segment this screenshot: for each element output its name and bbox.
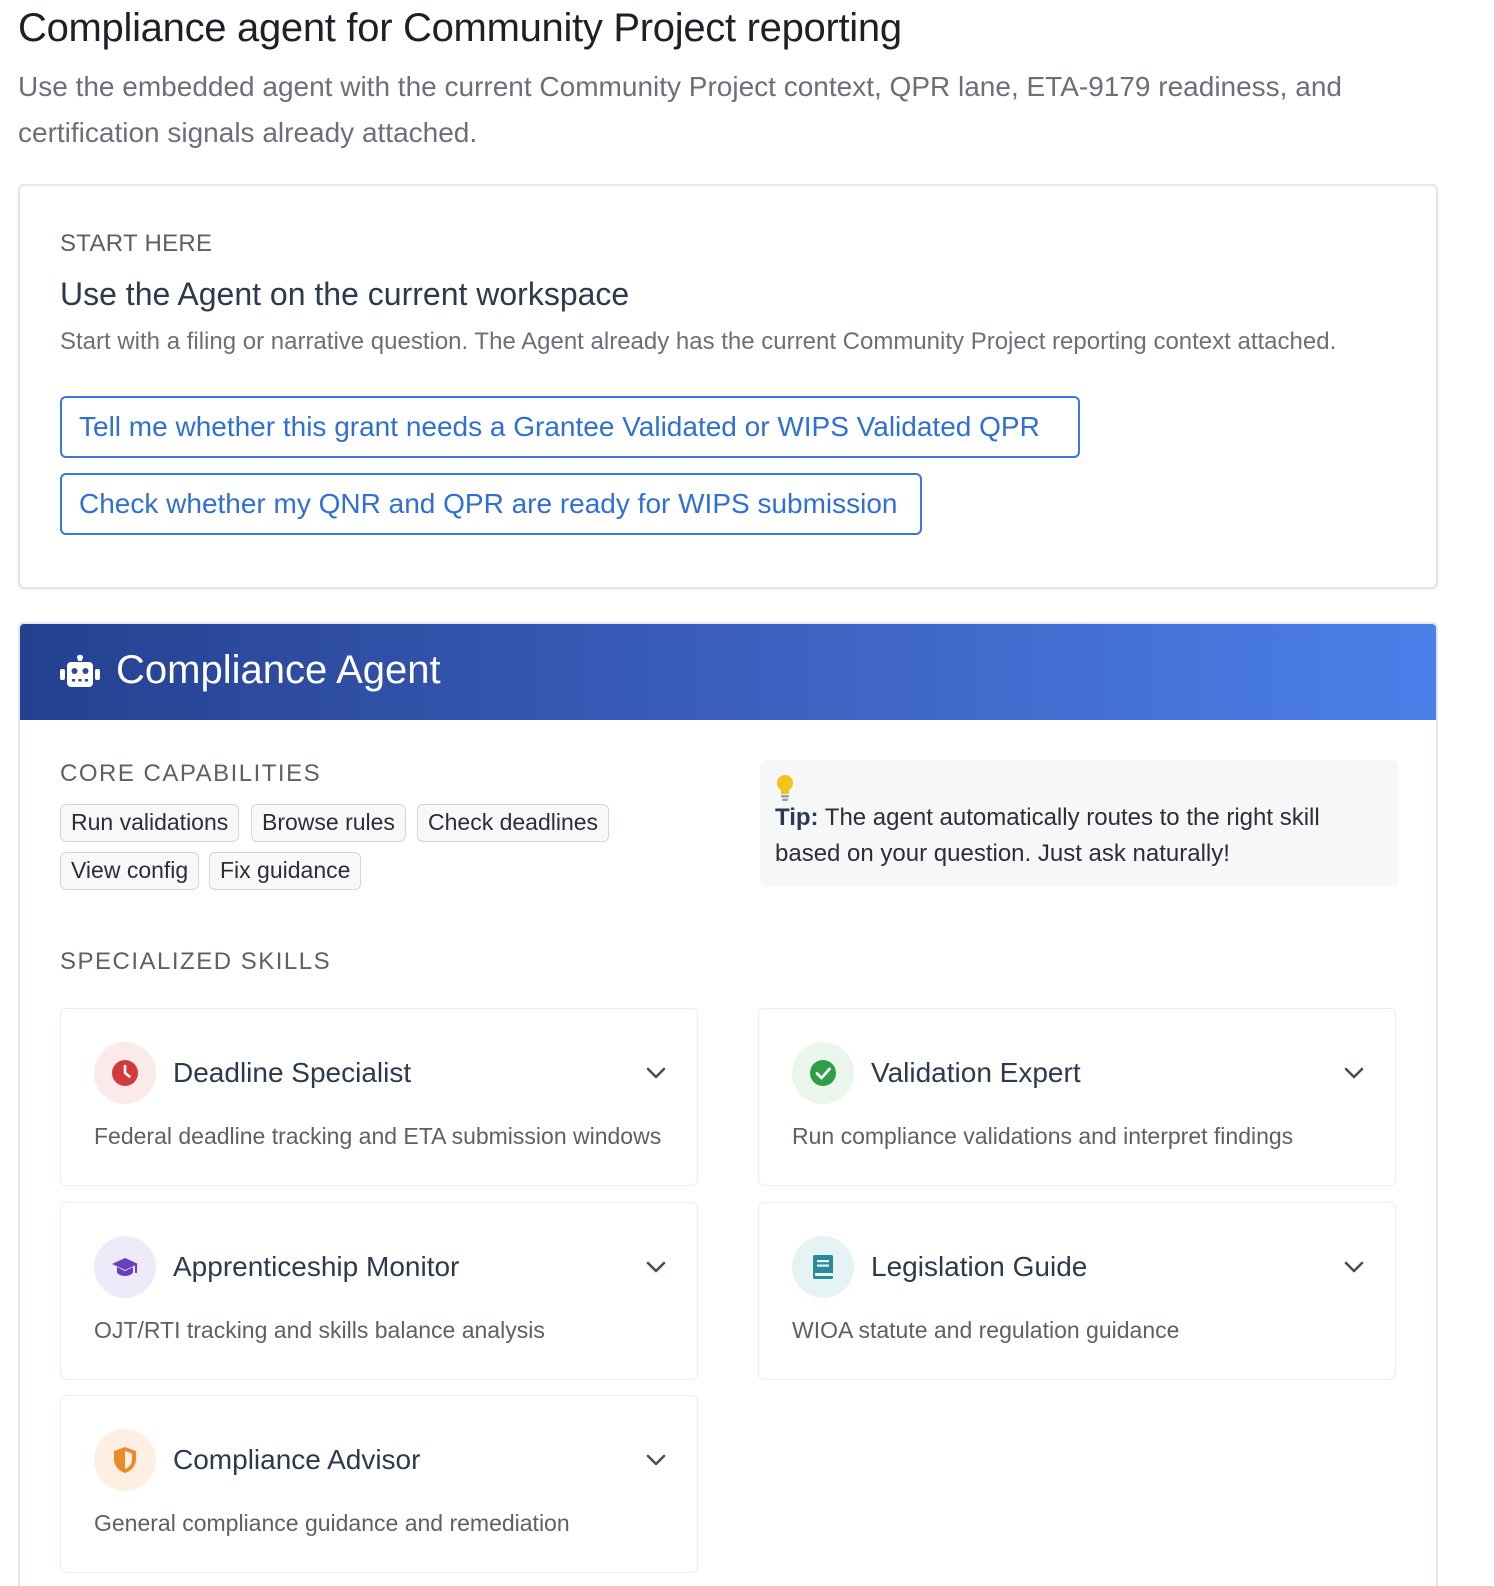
capability-chip-fix-guidance[interactable]: Fix guidance [209, 852, 361, 890]
specialized-skills-label: SPECIALIZED SKILLS [60, 948, 332, 975]
graduation-cap-icon [111, 1253, 139, 1281]
start-here-heading: Use the Agent on the current workspace [60, 276, 630, 312]
skill-name: Deadline Specialist [173, 1057, 412, 1088]
skill-card-apprenticeship-monitor[interactable] [60, 1202, 698, 1380]
book-icon [809, 1253, 837, 1281]
capability-chip-view-config[interactable]: View config [60, 852, 199, 890]
page-title: Compliance agent for Community Project reporting [18, 6, 902, 50]
chevron-down-icon[interactable] [645, 1452, 667, 1468]
start-here-eyebrow: START HERE [60, 230, 213, 257]
prompt-button-wips-readiness[interactable]: Check whether my QNR and QPR are ready for WIPS submission [60, 473, 922, 535]
prompt-button-qpr-type[interactable]: Tell me whether this grant needs a Grantee Validated or WIPS Validated QPR [60, 396, 1080, 458]
skill-description: WIOA statute and regulation guidance [792, 1317, 1180, 1343]
skill-description: Run compliance validations and interpret findings [792, 1123, 1294, 1149]
skill-card-compliance-advisor[interactable] [60, 1395, 698, 1573]
tip-text [775, 800, 1375, 872]
skill-description: Federal deadline tracking and ETA submission windows [94, 1123, 662, 1149]
skill-description: OJT/RTI tracking and skills balance analysis [94, 1317, 545, 1343]
robot-icon [60, 655, 100, 689]
agent-header [20, 624, 1436, 720]
skill-name: Validation Expert [871, 1057, 1081, 1088]
check-circle-icon [809, 1059, 837, 1087]
skill-icon-badge [792, 1042, 854, 1104]
skill-description: General compliance guidance and remediation [94, 1510, 570, 1536]
page-subtitle: Use the embedded agent with the current Community Project context, QPR lane, ETA-9179 readiness, and certification signals already attached. [18, 71, 1342, 148]
start-here-description: Start with a filing or narrative question. The Agent already has the current Community Project reporting context attached. [60, 328, 1337, 355]
tip-label: Tip: [775, 804, 819, 831]
capability-chip-check-deadlines[interactable]: Check deadlines [417, 804, 609, 842]
chevron-down-icon[interactable] [1343, 1065, 1365, 1081]
skill-icon-badge [792, 1236, 854, 1298]
skill-card-legislation-guide[interactable] [758, 1202, 1396, 1380]
capability-chip-run-validations[interactable]: Run validations [60, 804, 239, 842]
clock-icon [111, 1059, 139, 1087]
chevron-down-icon[interactable] [1343, 1259, 1365, 1275]
tip-box [760, 760, 1398, 886]
start-here-card [18, 184, 1438, 589]
shield-icon [111, 1446, 139, 1474]
skill-icon-badge [94, 1429, 156, 1491]
tip-body: The agent automatically routes to the right skill based on your question. Just ask naturally! [775, 804, 1320, 867]
skill-name: Legislation Guide [871, 1251, 1088, 1282]
skill-name: Apprenticeship Monitor [173, 1251, 460, 1282]
chevron-down-icon[interactable] [645, 1065, 667, 1081]
skill-card-deadline-specialist[interactable] [60, 1008, 698, 1186]
skill-icon-badge [94, 1236, 156, 1298]
skill-icon-badge [94, 1042, 156, 1104]
compliance-agent-panel [18, 622, 1438, 1586]
lightbulb-icon [774, 774, 796, 802]
skill-name: Compliance Advisor [173, 1444, 421, 1475]
core-capabilities-label: CORE CAPABILITIES [60, 760, 322, 787]
agent-title: Compliance Agent [116, 648, 441, 692]
chevron-down-icon[interactable] [645, 1259, 667, 1275]
capability-chip-browse-rules[interactable]: Browse rules [251, 804, 406, 842]
skill-card-validation-expert[interactable] [758, 1008, 1396, 1186]
